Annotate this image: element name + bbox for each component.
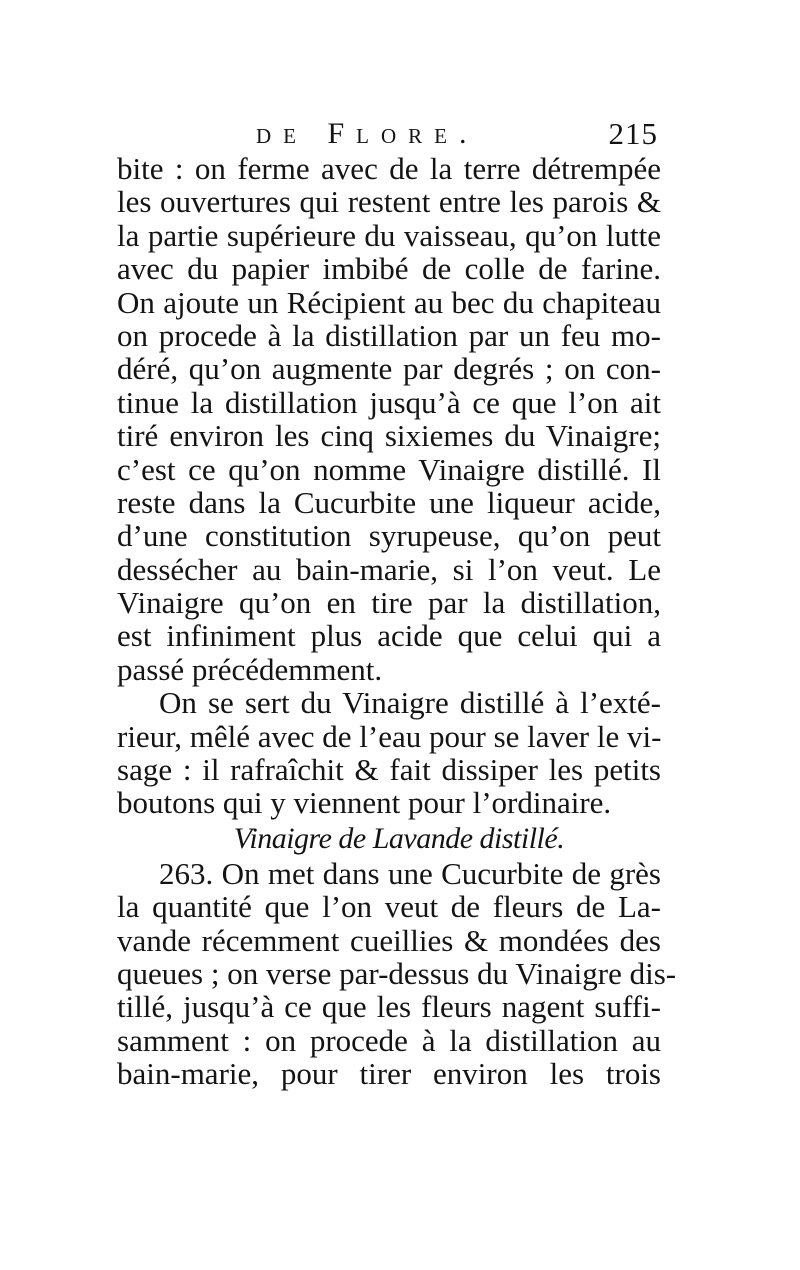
text-line: Vinaigre qu’on en tire par la distillation,: [117, 585, 661, 621]
text-line: les ouvertures qui restent entre les parois &: [117, 184, 661, 220]
text-line: c’est ce qu’on nomme Vinaigre distillé. Il: [117, 451, 661, 487]
text-line: On se sert du Vinaigre distillé à l’exté-: [159, 685, 661, 721]
text-line: passé précédemment.: [117, 651, 383, 687]
running-title: de Flore.: [256, 117, 479, 150]
paragraph-external-use: [117, 686, 661, 820]
text-line: bain-marie, pour tirer environ les trois: [117, 1056, 661, 1092]
running-head: [116, 112, 658, 156]
text-line: tinue la distillation jusqu’à ce que l’on ait: [117, 384, 661, 420]
text-line: vande récemment cueillies & mondées des: [117, 922, 661, 958]
text-line: avec du papier imbibé de colle de farine.: [117, 251, 661, 287]
text-line: la partie supérieure du vaisseau, qu’on lutte: [117, 217, 661, 253]
text-line: samment : on procede à la distillation au: [117, 1022, 661, 1058]
text-line: la quantité que l’on veut de fleurs de La-: [117, 889, 661, 925]
paragraph-263-lavender-vinegar: [117, 855, 677, 1092]
text-line: tiré environ les cinq sixiemes du Vinaigre;: [117, 418, 661, 454]
text-line: d’une constitution syrupeuse, qu’on peut: [117, 518, 661, 554]
paragraph-distillation-process: [117, 152, 661, 686]
text-line: déré, qu’on augmente par degrés ; on con-: [117, 351, 661, 387]
text-line: 263. On met dans une Cucurbite de grès: [159, 855, 661, 891]
page-number: 215: [608, 116, 658, 151]
section-subheading: Vinaigre de Lavande distillé.: [233, 821, 565, 855]
text-line: queues ; on verse par-dessus du Vinaigre dis-: [117, 955, 677, 991]
text-line: rieur, mêlé avec de l’eau pour se laver le vi-: [117, 718, 662, 754]
text-line: on procede à la distillation par un feu mo-: [117, 317, 661, 353]
text-line: sage : il rafraîchit & fait dissiper les petits: [117, 752, 661, 788]
text-line: On ajoute un Récipient au bec du chapiteau: [117, 284, 661, 320]
text-line: dessécher au bain-marie, si l’on veut. Le: [117, 551, 661, 587]
text-line: bite : on ferme avec de la terre détrempée: [117, 151, 661, 186]
text-line: reste dans la Cucurbite une liqueur acide,: [117, 484, 661, 520]
body-text: [117, 151, 677, 1092]
text-line: est infiniment plus acide que celui qui a: [117, 618, 661, 654]
text-line: tillé, jusqu’à ce que les fleurs nagent suffi-: [117, 989, 661, 1025]
text-line: boutons qui y viennent pour l’ordinaire.: [117, 785, 612, 821]
